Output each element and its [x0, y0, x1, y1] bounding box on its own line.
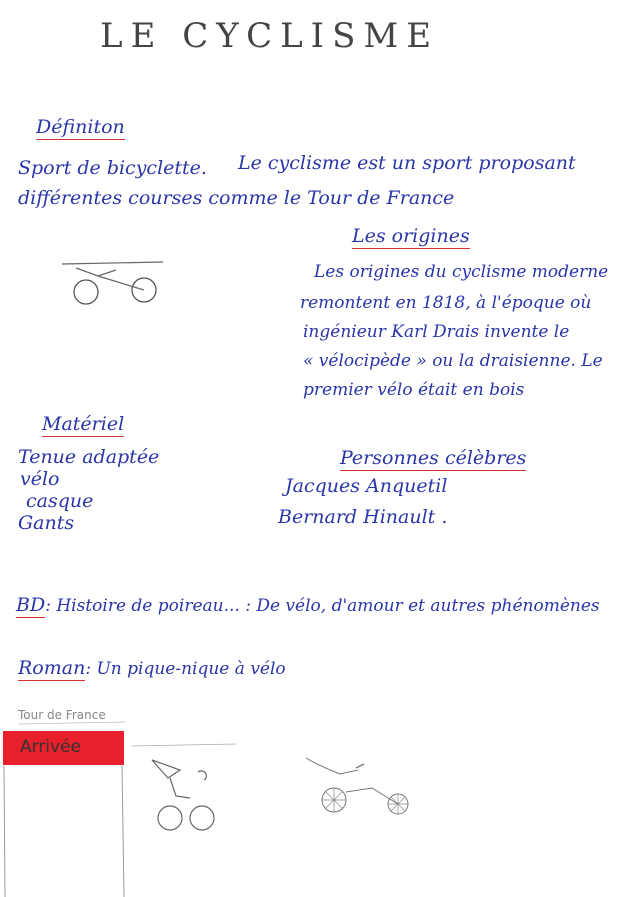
roman-text: : Un pique-nique à vélo	[85, 659, 286, 679]
arrivee-text: Arrivée	[20, 737, 82, 757]
definition-line1-right: Le cyclisme est un sport proposant	[238, 152, 576, 174]
personne-item: Jacques Anquetil	[285, 475, 448, 497]
finish-line-drawing	[0, 700, 643, 897]
bd-line	[16, 594, 600, 616]
bd-text: : Histoire de poireau... : De vélo, d'amour et autres phénomènes	[45, 596, 600, 616]
origines-line: « vélocipède » ou la draisienne. Le	[303, 351, 603, 371]
definition-line2: différentes courses comme le Tour de France	[18, 187, 455, 209]
personnes-heading: Personnes célèbres	[340, 447, 527, 469]
origines-line: premier vélo était en bois	[303, 380, 525, 400]
roman-label: Roman	[18, 657, 86, 679]
origines-line: ingénieur Karl Drais invente le	[303, 322, 570, 342]
definition-line1-left: Sport de bicyclette.	[18, 157, 207, 179]
materiel-item: vélo	[20, 468, 60, 490]
personne-item: Bernard Hinault .	[278, 506, 448, 528]
origines-line: Les origines du cyclisme moderne	[314, 262, 609, 282]
bd-label: BD	[16, 594, 46, 616]
page-title: LE CYCLISME	[100, 16, 440, 56]
roman-line	[18, 657, 286, 679]
origines-heading: Les origines	[352, 225, 470, 247]
materiel-heading: Matériel	[42, 413, 125, 435]
bicycle-sketch-small	[58, 258, 168, 308]
materiel-item: Tenue adaptée	[18, 446, 160, 468]
definition-heading: Définiton	[36, 116, 125, 138]
tour-de-france-label: Tour de France	[18, 708, 106, 722]
origines-line: remontent en 1818, à l'époque où	[300, 293, 592, 313]
materiel-item: Gants	[18, 512, 75, 534]
materiel-item: casque	[26, 490, 94, 512]
